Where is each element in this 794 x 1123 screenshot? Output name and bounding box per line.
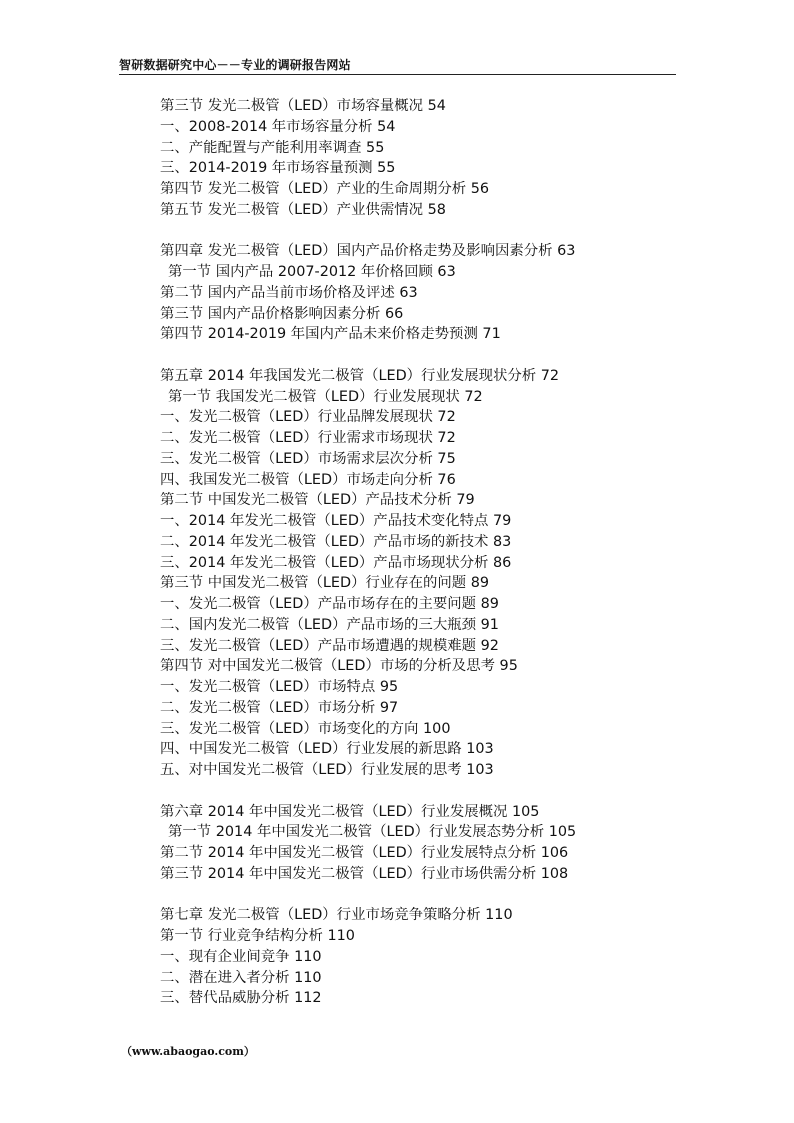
toc-entry: 第二节 国内产品当前市场价格及评述 63	[160, 284, 418, 301]
toc-entry: 三、2014-2019 年市场容量预测 55	[160, 160, 396, 177]
toc-entry: 四、中国发光二极管（LED）行业发展的新思路 103	[160, 741, 494, 758]
toc-entry: 四、我国发光二极管（LED）市场走向分析 76	[160, 471, 456, 488]
toc-spacer	[160, 781, 680, 802]
toc-entry: 第五章 2014 年我国发光二极管（LED）行业发展现状分析 72	[160, 367, 560, 384]
toc-entry: 第一节 国内产品 2007-2012 年价格回顾 63	[168, 264, 456, 280]
toc-entry: 一、发光二极管（LED）行业品牌发展现状 72	[160, 409, 456, 426]
table-of-contents	[160, 96, 680, 1009]
toc-entry: 二、发光二极管（LED）行业需求市场现状 72	[160, 430, 456, 446]
toc-entry: 第一节 我国发光二极管（LED）行业发展现状 72	[168, 388, 483, 405]
toc-entry: 第一节 行业竞争结构分析 110	[160, 928, 355, 944]
toc-spacer	[160, 885, 680, 906]
toc-entry: 三、2014 年发光二极管（LED）产品市场现状分析 86	[160, 554, 512, 571]
toc-entry: 二、2014 年发光二极管（LED）产品市场的新技术 83	[160, 533, 512, 550]
toc-entry: 第五节 发光二极管（LED）产业供需情况 58	[160, 201, 446, 218]
header-title: 智研数据研究中心－－专业的调研报告网站	[119, 58, 351, 72]
toc-entry: 第三节 中国发光二极管（LED）行业存在的问题 89	[160, 575, 490, 592]
toc-entry: 第四节 2014-2019 年国内产品未来价格走势预测 71	[160, 326, 501, 343]
toc-entry: 第四节 对中国发光二极管（LED）市场的分析及思考 95	[160, 658, 518, 675]
toc-entry: 第二节 中国发光二极管（LED）产品技术分析 79	[160, 492, 475, 509]
toc-entry: 三、发光二极管（LED）产品市场遭遇的规模难题 92	[160, 637, 499, 654]
toc-entry: 第四节 发光二极管（LED）产业的生命周期分析 56	[160, 181, 490, 197]
toc-entry: 第三节 2014 年中国发光二极管（LED）行业市场供需分析 108	[160, 865, 569, 882]
page-header	[119, 54, 676, 75]
toc-entry: 第四章 发光二极管（LED）国内产品价格走势及影响因素分析 63	[160, 243, 576, 260]
toc-entry: 一、发光二极管（LED）产品市场存在的主要问题 89	[160, 596, 499, 612]
toc-entry: 一、发光二极管（LED）市场特点 95	[160, 679, 399, 695]
toc-entry: 一、2008-2014 年市场容量分析 54	[160, 118, 396, 135]
toc-entry: 五、对中国发光二极管（LED）行业发展的思考 103	[160, 762, 494, 778]
toc-entry: 一、2014 年发光二极管（LED）产品技术变化特点 79	[160, 513, 512, 529]
toc-spacer	[160, 221, 680, 242]
toc-entry: 第六章 2014 年中国发光二极管（LED）行业发展概况 105	[160, 803, 540, 820]
toc-entry: 二、发光二极管（LED）市场分析 97	[160, 699, 399, 716]
toc-entry: 第二节 2014 年中国发光二极管（LED）行业发展特点分析 106	[160, 845, 569, 861]
footer-url: （www.abaogao.com）	[121, 1045, 255, 1058]
toc-entry: 一、现有企业间竞争 110	[160, 948, 322, 965]
toc-entry: 第三节 发光二极管（LED）市场容量概况 54	[160, 98, 446, 114]
toc-entry: 第三节 国内产品价格影响因素分析 66	[160, 305, 404, 322]
toc-entry: 二、潜在进入者分析 110	[160, 969, 322, 986]
toc-entry: 第一节 2014 年中国发光二极管（LED）行业发展态势分析 105	[168, 824, 577, 841]
toc-entry: 三、发光二极管（LED）市场需求层次分析 75	[160, 450, 456, 467]
toc-spacer	[160, 345, 680, 366]
toc-entry: 三、替代品威胁分析 112	[160, 990, 322, 1007]
toc-entry: 二、产能配置与产能利用率调查 55	[160, 139, 385, 156]
toc-entry: 第七章 发光二极管（LED）行业市场竞争策略分析 110	[160, 907, 513, 924]
toc-entry: 三、发光二极管（LED）市场变化的方向 100	[160, 720, 451, 737]
toc-entry: 二、国内发光二极管（LED）产品市场的三大瓶颈 91	[160, 616, 499, 633]
